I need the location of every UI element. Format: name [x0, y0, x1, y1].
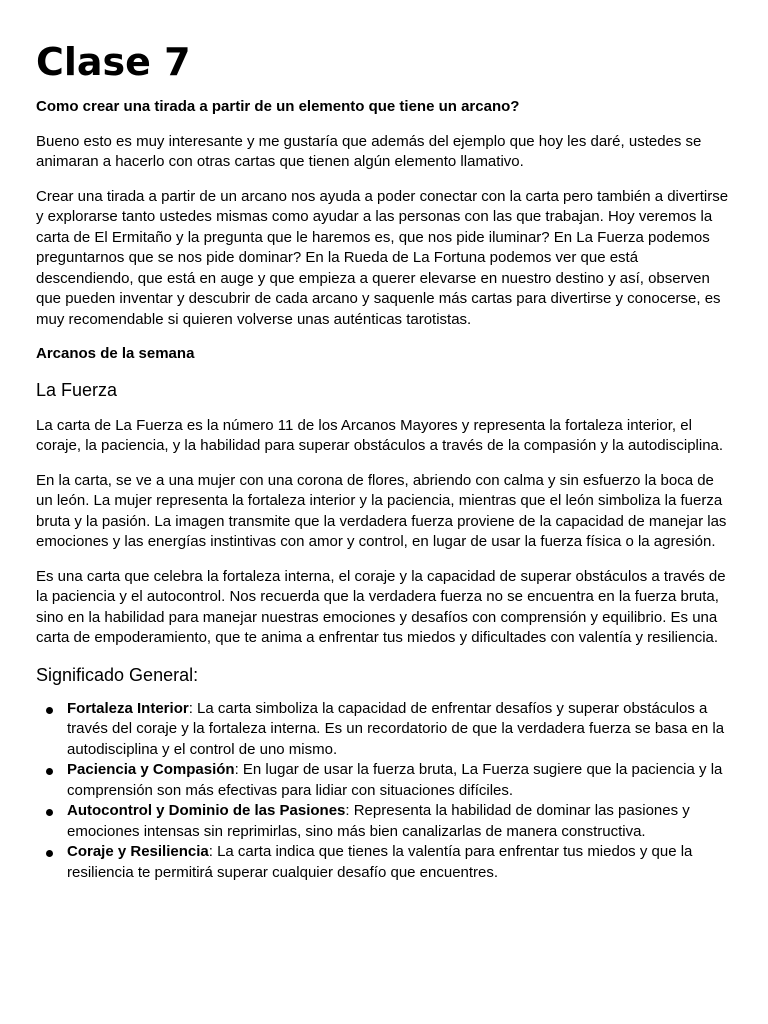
- week-arcana-label: Arcanos de la semana: [36, 345, 195, 362]
- bullet-icon: [46, 768, 53, 775]
- page-title: Clase 7: [36, 40, 191, 84]
- document-page: [36, 0, 732, 883]
- intro-paragraph: Bueno esto es muy interesante y me gustaría que además del ejemplo que hoy les daré, ustedes se animaran a hacerlo con otras cartas que tienen algún elemento llamativo.: [36, 132, 702, 170]
- meaning-text: : La carta simboliza la capacidad de enfrentar desafíos y superar obstáculos a través del coraje y la fortaleza interna. Es un recordatorio de que la verdadera fuerza se basa en la autodisciplina y el control de uno mismo.: [67, 699, 725, 758]
- meaning-text: : En lugar de usar la fuerza bruta, La Fuerza sugiere que la paciencia y la comprensión son más efectivas para lidiar con situaciones difíciles.: [67, 761, 723, 799]
- list-item: [36, 760, 732, 801]
- bullet-icon: [46, 707, 53, 714]
- list-item: [36, 801, 732, 842]
- list-item: [36, 699, 732, 761]
- meaning-heading: Significado General:: [36, 664, 199, 685]
- intro-paragraph: Crear una tirada a partir de un arcano nos ayuda a poder conectar con la carta pero también a divertirse y explorarse tanto ustedes mismas como ayudar a las personas con las que trabajan. Hoy veremos la carta de El Ermitaño y la pregunta que le haremos es, que nos pide iluminar? En La Fuerza podemos preguntarnos que se nos pide dominar? En la Rueda de La Fortuna podemos ver que está descendiendo, que está en auge y que empieza a querer elevarse en nuestro destino y así, observen que pueden inventar y descubrir de cada arcano y saquenle más cartas para divertirse y conocerse, es muy recomendable si quieren volverse unas auténticas tarotistas.: [36, 187, 729, 328]
- card-paragraph: La carta de La Fuerza es la número 11 de los Arcanos Mayores y representa la fortaleza interior, el coraje, la paciencia, y la habilidad para superar obstáculos a través de la compasión y la autodisciplina.: [36, 416, 724, 454]
- meaning-term: Paciencia y Compasión: [67, 761, 235, 778]
- meaning-text: : La carta indica que tienes la valentía para enfrentar tus miedos y que la resiliencia te permitirá superar cualquier desafío que encuentres.: [67, 843, 693, 881]
- list-item: [36, 842, 732, 883]
- meaning-term: Coraje y Resiliencia: [67, 843, 209, 860]
- bullet-icon: [46, 809, 53, 816]
- meaning-list: [36, 699, 732, 884]
- lesson-question: Como crear una tirada a partir de un elemento que tiene un arcano?: [36, 98, 520, 115]
- bullet-icon: [46, 850, 53, 857]
- meaning-text: : Representa la habilidad de dominar las pasiones y emociones intensas sin reprimirlas, sino más bien canalizarlas de manera constructiva.: [67, 802, 690, 840]
- card-heading: La Fuerza: [36, 379, 118, 400]
- card-paragraph: En la carta, se ve a una mujer con una corona de flores, abriendo con calma y sin esfuerzo la boca de un león. La mujer representa la fortaleza interior y la paciencia, mientras que el león simboliza la fuerza bruta y la pasión. La imagen transmite que la verdadera fuerza proviene de la capacidad de manejar las emociones y las energías instintivas con amor y control, en lugar de usar la fuerza física o la agresión.: [36, 471, 727, 550]
- meaning-term: Fortaleza Interior: [67, 699, 189, 717]
- meaning-term: Autocontrol y Dominio de las Pasiones: [67, 802, 346, 819]
- card-paragraph: Es una carta que celebra la fortaleza interna, el coraje y la capacidad de superar obstáculos a través de la paciencia y el autocontrol. Nos recuerda que la verdadera fuerza no se encuentra en la fuerza bruta, sino en la habilidad para manejar nuestras emociones y desafíos con comprensión y equilibrio. Es una carta de empoderamiento, que te anima a enfrentar tus miedos y dificultades con valentía y resiliencia.: [36, 567, 726, 646]
